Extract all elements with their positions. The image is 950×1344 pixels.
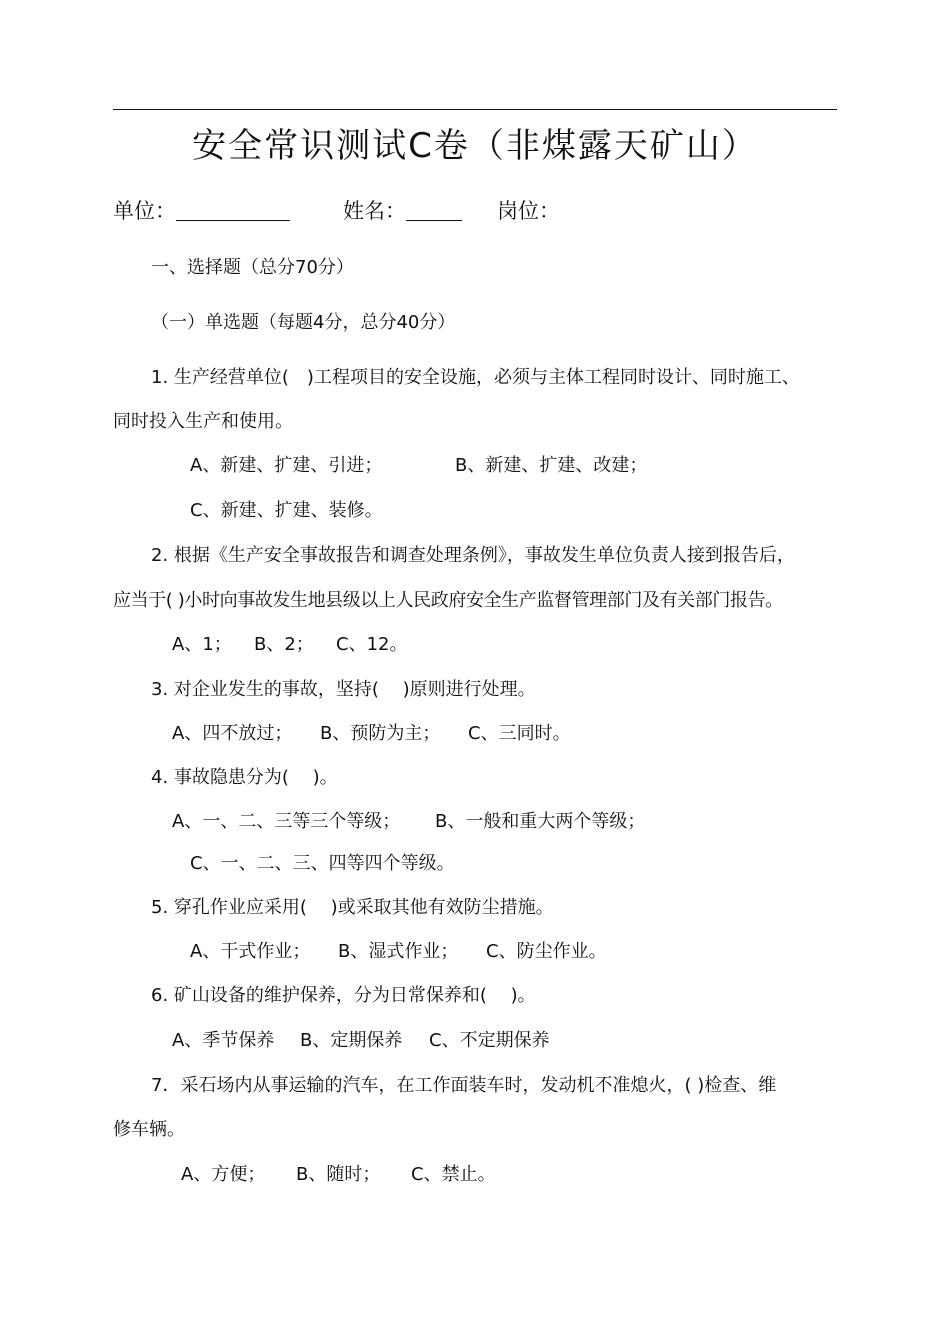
name-field: [343, 197, 462, 225]
question-7-option-a: A、方便；: [181, 1164, 266, 1185]
question-2-option-b: B、2；: [254, 634, 314, 655]
question-4-option-a: A、一、二、三等三个等级；: [172, 811, 401, 832]
question-3-option-c: C、三同时。: [468, 723, 571, 744]
question-6-option-b: B、定期保养: [300, 1030, 403, 1051]
question-2-option-a: A、1；: [172, 634, 232, 655]
section-heading: 一、选择题（总分70分）: [151, 257, 354, 278]
question-5-option-a: A、干式作业；: [190, 941, 311, 962]
question-3-option-a: A、四不放过；: [172, 723, 293, 744]
question-1-text: 1. 生产经营单位( )工程项目的安全设施，必须与主体工程同时设计、同时施工、: [151, 367, 800, 388]
name-blank[interactable]: [406, 198, 462, 221]
question-5-text: 5. 穿孔作业应采用( )或采取其他有效防尘措施。: [151, 897, 554, 918]
page-title: 安全常识测试C卷（非煤露天矿山）: [192, 126, 758, 166]
question-6-text: 6. 矿山设备的维护保养，分为日常保养和( )。: [151, 985, 536, 1006]
question-1-option-c: C、新建、扩建、装修。: [190, 500, 383, 521]
question-2-text-cont: 应当于( )小时向事故发生地县级以上人民政府安全生产监督管理部门及有关部门报告。: [113, 590, 783, 611]
question-5-option-c: C、防尘作业。: [486, 941, 607, 962]
unit-blank[interactable]: [176, 198, 290, 221]
question-1-option-a: A、新建、扩建、引进；: [190, 455, 383, 476]
question-4-text: 4. 事故隐患分为( )。: [151, 767, 338, 788]
header-rule: [113, 109, 837, 110]
question-7-text-cont: 修车辆。: [113, 1119, 185, 1140]
post-field: [497, 197, 560, 225]
subsection-heading: （一）单选题（每题4分，总分40分）: [151, 312, 456, 333]
question-6-option-c: C、不定期保养: [429, 1030, 550, 1051]
question-7-option-b: B、随时；: [296, 1164, 381, 1185]
unit-label: 单位：: [113, 199, 176, 223]
name-label: 姓名：: [343, 199, 406, 223]
question-7-text: 7．采石场内从事运输的汽车，在工作面装车时，发动机不准熄火，( )检查、维: [151, 1075, 777, 1096]
question-2-option-c: C、12。: [336, 634, 408, 655]
question-2-text: 2. 根据《生产安全事故报告和调查处理条例》，事故发生单位负责人接到报告后，: [151, 545, 795, 566]
question-1-text-cont: 同时投入生产和使用。: [113, 411, 293, 432]
question-6-option-a: A、季节保养: [172, 1030, 275, 1051]
question-7-option-c: C、禁止。: [411, 1164, 496, 1185]
unit-field: [113, 197, 290, 225]
question-3-option-b: B、预防为主；: [320, 723, 441, 744]
question-3-text: 3. 对企业发生的事故，坚持( )原则进行处理。: [151, 679, 536, 700]
question-1-option-b: B、新建、扩建、改建；: [455, 455, 648, 476]
post-label: 岗位：: [497, 199, 560, 223]
question-4-option-b: B、一般和重大两个等级；: [435, 811, 646, 832]
question-5-option-b: B、湿式作业；: [338, 941, 459, 962]
question-4-option-c: C、一、二、三、四等四个等级。: [190, 853, 455, 874]
